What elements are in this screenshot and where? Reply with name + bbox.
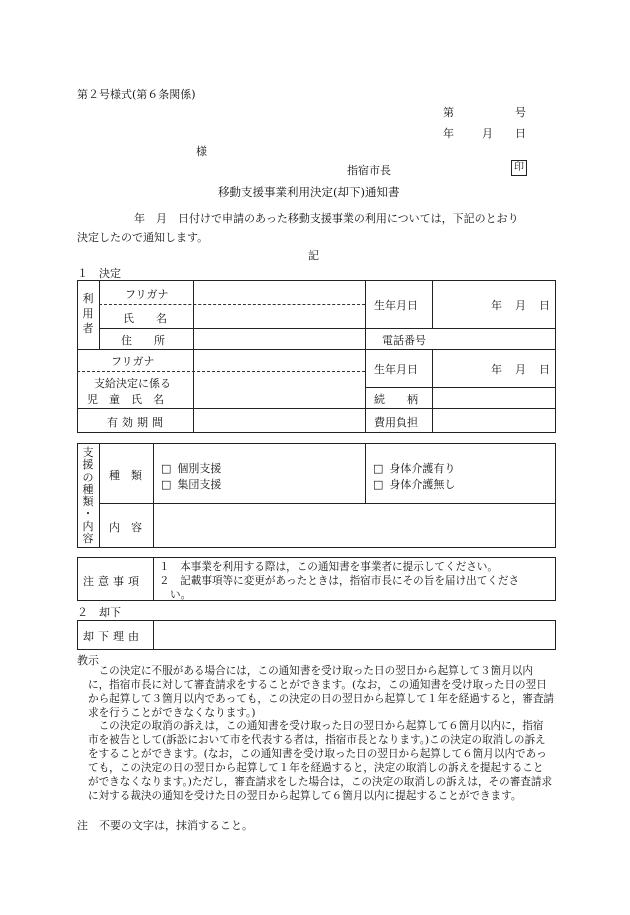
option-care-yes[interactable]: □ 身体介護有り — [373, 462, 456, 475]
relation-label: 続 柄 — [374, 393, 418, 406]
address-label: 住 所 — [121, 334, 165, 347]
date-day: 日 — [515, 127, 526, 140]
name-label: 氏 名 — [123, 312, 167, 325]
support-table — [77, 443, 556, 548]
doc-no-suffix: 号 — [515, 106, 526, 119]
checkbox-icon: □ — [373, 478, 384, 491]
document-title: 移動支援事業利用決定(却下)通知書 — [218, 185, 400, 199]
option-individual[interactable]: □ 個別支援 — [161, 462, 222, 475]
content-label: 内 容 — [109, 521, 142, 534]
note-item-2-cont: い。 — [170, 589, 192, 601]
issuer: 指宿市長 — [347, 164, 391, 177]
rejection-table — [77, 620, 556, 650]
note-item-1: １ 本事業を利用する際は，この通知書を事業者に提示してください。 — [159, 561, 498, 573]
birth-label: 生年月日 — [374, 299, 418, 312]
checkbox-icon: □ — [161, 478, 172, 491]
section1-heading: １ 決定 — [77, 267, 121, 280]
user-label: 利 用 者 — [82, 292, 94, 335]
child-birth-label: 生年月日 — [374, 363, 418, 376]
footnote: 注 不要の文字は，抹消すること。 — [77, 819, 253, 832]
form-number: 第２号様式(第６条関係) — [77, 88, 196, 101]
doc-no-prefix: 第 — [443, 106, 454, 119]
furigana-label: フリガナ — [125, 288, 169, 301]
option-group[interactable]: □ 集団支援 — [161, 478, 222, 491]
notes-label: 注意事項 — [83, 575, 143, 588]
phone-label: 電話番号 — [382, 334, 426, 347]
teaching-paragraph-1: この決定に不服がある場合には，この通知書を受け取った日の翌日から起算して３箇月以内に，指宿市長に対して審査請求をすることができます。(なお，この通知書を受け取った日の翌日から起算して３箇月以内であっても，この決定の日の翌日から起算して１年を経過すると，審査請求を行うことができなくなります。) — [88, 665, 555, 719]
rejection-reason-label: 却下理由 — [83, 630, 143, 643]
checkbox-icon: □ — [373, 462, 384, 475]
teaching-paragraph-2: この決定の取消の訴えは，この通知書を受け取った日の翌日から起算して６箇月以内に，指宿市を被告として(訴訟において市を代表する者は，指宿市長となります。)この決定の取消しの訴えをすることができます。(なお，この通知書を受け取った日の翌日から起算して６箇月以内であっても，この決定の日の翌日から起算して１年を経過すると，決定の取消しの訴えを提起することができなくなります。)ただし，審査請求をした場合は，この決定の取消しの訴えは，その審査請求に対する裁決の通知を受けた日の翌日から起算して６箇月以内に提起することができます。 — [88, 720, 553, 802]
addressee-suffix: 様 — [196, 145, 207, 158]
option-care-no[interactable]: □ 身体介護無し — [373, 478, 456, 491]
type-label: 種 類 — [109, 469, 142, 482]
ki-heading: 記 — [308, 249, 319, 262]
teaching-heading: 教示 — [77, 654, 99, 667]
intro-line-2: 決定したので通知します。 — [77, 231, 209, 244]
period-label: 有効期間 — [107, 416, 167, 429]
child-furigana-label: フリガナ — [111, 355, 155, 368]
section2-heading: ２ 却下 — [77, 606, 121, 619]
note-item-2: ２ 記載事項等に変更があったときは，指宿市長にその旨を届け出てくださ — [159, 575, 520, 587]
intro-line-1: 年 月 日付けで申請のあった移動支援事業の利用については，下記のとおり — [134, 212, 519, 225]
child-label-1: 支給決定に係る — [94, 377, 171, 390]
date-year: 年 — [443, 127, 454, 140]
date-month: 月 — [482, 127, 493, 140]
child-label-2: 児 童 氏 名 — [87, 393, 164, 406]
checkbox-icon: □ — [161, 462, 172, 475]
child-birth-date-blank: 年 月 日 — [491, 363, 551, 376]
burden-label: 費用負担 — [374, 416, 418, 429]
seal-mark: 印 — [511, 160, 527, 176]
support-label: 支 援 の 種 類 ・ 内 容 — [82, 446, 94, 546]
birth-date-blank: 年 月 日 — [491, 299, 551, 312]
